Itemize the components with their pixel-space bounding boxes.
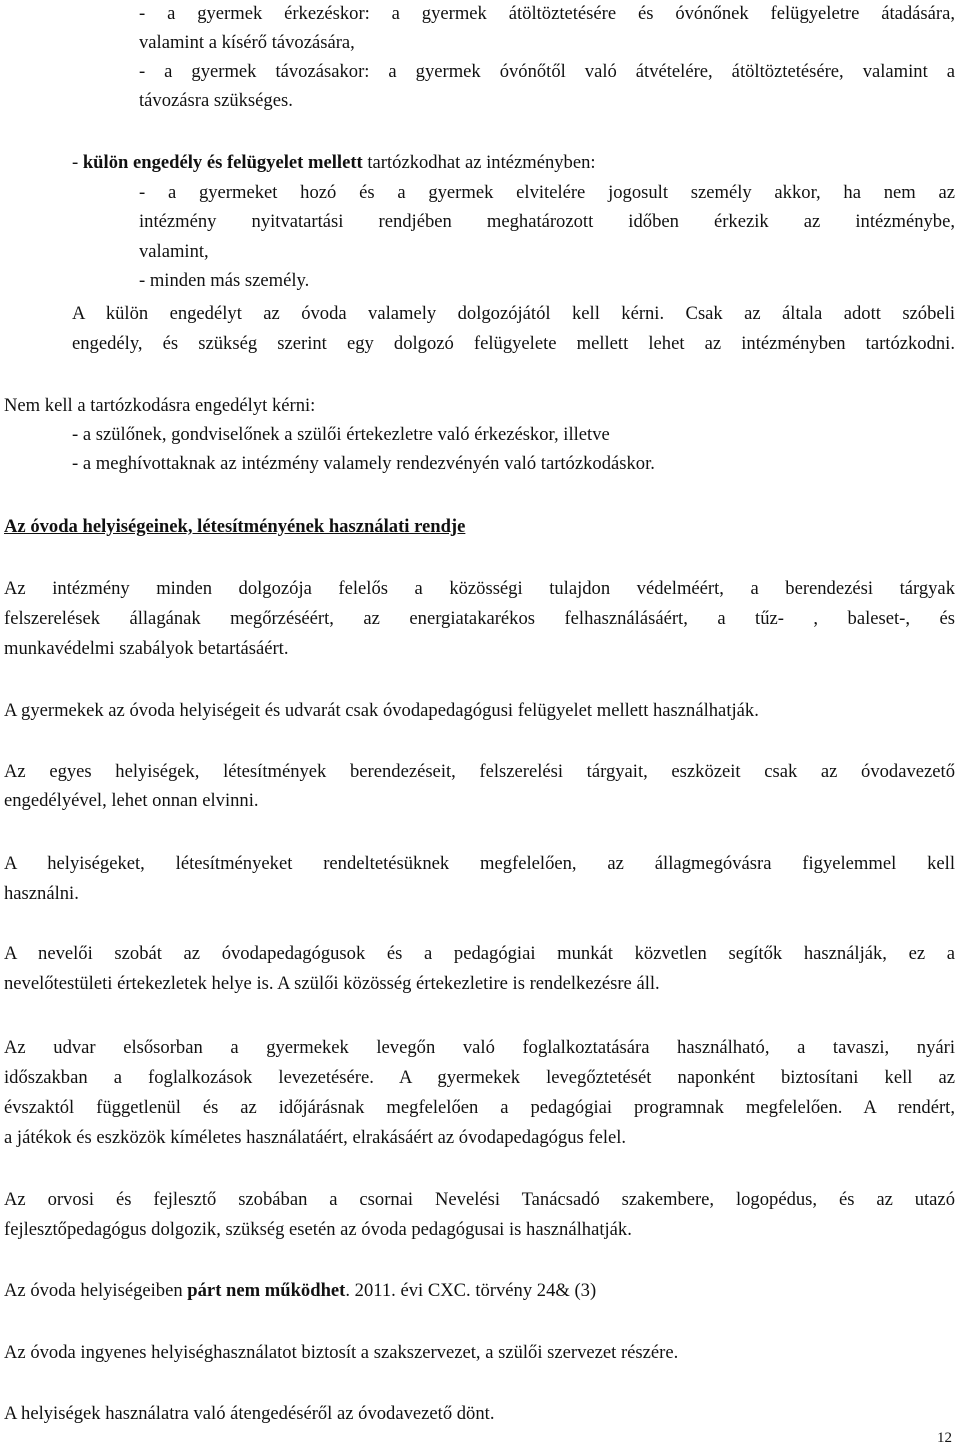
text-run: tartózkodhat az intézményben: xyxy=(362,152,596,173)
text-line: Nem kell a tartózkodásra engedélyt kérni: xyxy=(4,395,316,416)
text-line: A nevelői szobát az óvodapedagógusok és a pedagógiai munkát közvetlen segítők használják, ez a xyxy=(4,945,955,964)
text-line: valamint a kísérő távozására, xyxy=(139,32,355,53)
text-line: A gyermekek az óvoda helyiségeit és udvarát csak óvodapedagógusi felügyelet mellett használhatják. xyxy=(4,700,759,721)
text-line: engedély, és szükség szerint egy dolgozó felügyelete mellett lehet az intézményben tartózkodni. xyxy=(72,335,955,354)
text-line: - minden más személy. xyxy=(139,270,310,291)
text-line: fejlesztőpedagógus dolgozik, szükség esetén az óvoda pedagógusai is használhatják. xyxy=(4,1219,632,1240)
text-line: valamint, xyxy=(139,241,209,262)
text-line: - a gyermek távozásakor: a gyermek óvónőtől való átvételére, átöltöztetésére, valamint a xyxy=(139,63,955,82)
text-line: A helyiségek használatra való átengedéséről az óvodavezető dönt. xyxy=(4,1403,495,1424)
text-line: - a meghívottaknak az intézmény valamely rendezvényén való tartózkodáskor. xyxy=(72,453,655,474)
text-line: távozásra szükséges. xyxy=(139,90,293,111)
text-line: engedélyével, lehet onnan elvinni. xyxy=(4,790,259,811)
text-line: - a gyermek érkezéskor: a gyermek átöltöztetésére és óvónőnek felügyeletre átadására, xyxy=(139,5,955,24)
text-run: . 2011. évi CXC. törvény 24& (3) xyxy=(345,1280,597,1301)
text-line: - a gyermeket hozó és a gyermek elvitelére jogosult személy akkor, ha nem az xyxy=(139,184,955,203)
text-line: évszaktól függetlenül és az időjárásnak megfelelően a pedagógiai programnak megfelelően. A rendért, xyxy=(4,1099,955,1118)
text-line: Az intézmény minden dolgozója felelős a közösségi tulajdon védelméért, a berendezési tárgyak xyxy=(4,580,955,599)
bold-phrase: külön engedély és felügyelet mellett xyxy=(82,152,363,173)
text-line: időszakban a foglalkozások levezetésére. A gyermekek levegőztetését naponként biztosítani kell az xyxy=(4,1069,955,1088)
text-line: munkavédelmi szabályok betartásáért. xyxy=(4,638,289,659)
text-line: Az óvoda ingyenes helyiséghasználatot biztosít a szakszervezet, a szülői szervezet részére. xyxy=(4,1342,679,1363)
text-line: intézmény nyitvatartási rendjében meghatározott időben érkezik az intézménybe, xyxy=(139,213,955,232)
text-run: Az óvoda helyiségeiben xyxy=(4,1280,188,1301)
text-line: A helyiségeket, létesítményeket rendeltetésüknek megfelelően, az állagmegóvásra figyelemmel kell xyxy=(4,855,955,874)
dash: - xyxy=(72,152,83,173)
text-line: Az egyes helyiségek, létesítmények berendezéseit, felszerelési tárgyait, eszközeit csak az óvodavezető xyxy=(4,763,955,782)
text-line: felszerelések állagának megőrzéséért, az energiatakarékos felhasználásáért, a tűz- , baleset-, és xyxy=(4,610,955,629)
text-line: A külön engedélyt az óvoda valamely dolgozójától kell kérni. Csak az általa adott szóbeli xyxy=(72,305,955,324)
text-line: használni. xyxy=(4,883,79,904)
text-line: a játékok és eszközök kíméletes használatáért, elrakásáért az óvodapedagógus felel. xyxy=(4,1127,627,1148)
text-line xyxy=(72,154,955,173)
bold-phrase: párt nem működhet xyxy=(187,1280,346,1301)
text-line xyxy=(4,1282,596,1301)
text-line: - a szülőnek, gondviselőnek a szülői értekezletre való érkezéskor, illetve xyxy=(72,424,610,445)
text-line: nevelőtestületi értekezletek helye is. A szülői közösség értekezletire is rendelkezésre áll. xyxy=(4,973,660,994)
page-number: 12 xyxy=(937,1430,952,1446)
text-line: Az udvar elsősorban a gyermekek levegőn való foglalkoztatására használható, a tavaszi, nyári xyxy=(4,1039,955,1058)
section-heading: Az óvoda helyiségeinek, létesítményének használati rendje xyxy=(4,516,466,537)
text-line: Az orvosi és fejlesztő szobában a csornai Nevelési Tanácsadó szakembere, logopédus, és az utazó xyxy=(4,1191,955,1210)
